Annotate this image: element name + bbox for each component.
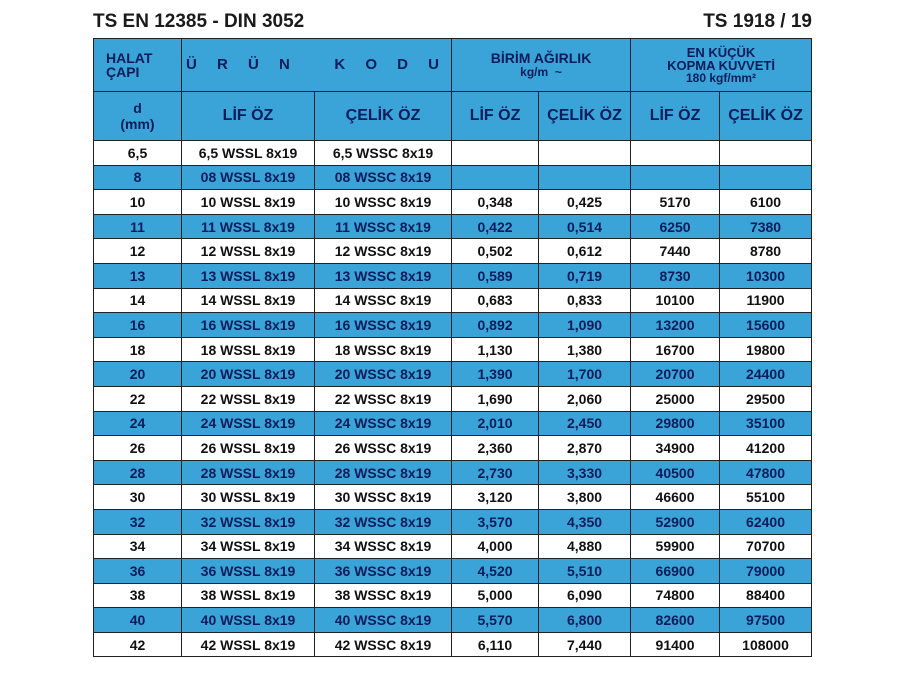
force-celik-cell: 15600 — [720, 313, 812, 338]
table-row — [94, 288, 812, 313]
lif-code-cell: 24 WSSL 8x19 — [182, 411, 315, 436]
standard-code: TS 1918 / 19 — [703, 11, 812, 32]
force-celik-cell: 7380 — [720, 214, 812, 239]
lif-code-cell: 08 WSSL 8x19 — [182, 165, 315, 190]
table-row — [94, 141, 812, 166]
celik-code-cell: 22 WSSC 8x19 — [315, 386, 452, 411]
diameter-cell: 28 — [94, 460, 182, 485]
celik-code-cell: 30 WSSC 8x19 — [315, 485, 452, 510]
weight-lif-cell: 1,130 — [452, 337, 539, 362]
diameter-cell: 16 — [94, 313, 182, 338]
weight-lif-cell: 4,000 — [452, 534, 539, 559]
force-lif-cell: 7440 — [631, 239, 720, 264]
diameter-cell: 24 — [94, 411, 182, 436]
weight-lif-cell: 1,390 — [452, 362, 539, 387]
rope-spec-table — [93, 38, 812, 657]
weight-lif-cell: 6,110 — [452, 632, 539, 657]
table-row — [94, 608, 812, 633]
weight-celik-cell: 1,380 — [539, 337, 631, 362]
table-row — [94, 214, 812, 239]
weight-celik-cell: 0,719 — [539, 263, 631, 288]
weight-celik-cell: 2,870 — [539, 436, 631, 461]
celik-code-cell: 32 WSSC 8x19 — [315, 509, 452, 534]
force-celik-cell: 79000 — [720, 559, 812, 584]
force-lif-cell: 25000 — [631, 386, 720, 411]
lif-code-cell: 40 WSSL 8x19 — [182, 608, 315, 633]
lif-code-cell: 14 WSSL 8x19 — [182, 288, 315, 313]
diameter-cell: 40 — [94, 608, 182, 633]
celik-code-cell: 18 WSSC 8x19 — [315, 337, 452, 362]
weight-lif-cell: 3,120 — [452, 485, 539, 510]
celik-code-cell: 26 WSSC 8x19 — [315, 436, 452, 461]
celik-code-cell: 13 WSSC 8x19 — [315, 263, 452, 288]
force-lif-cell — [631, 165, 720, 190]
header-kopma-line1: EN KÜÇÜK — [686, 44, 756, 60]
weight-lif-cell: 0,589 — [452, 263, 539, 288]
diameter-cell: 6,5 — [94, 141, 182, 166]
force-lif-cell: 8730 — [631, 263, 720, 288]
weight-lif-cell: 1,690 — [452, 386, 539, 411]
header-d: d — [133, 100, 142, 116]
weight-celik-cell: 0,833 — [539, 288, 631, 313]
table-row — [94, 386, 812, 411]
weight-lif-cell: 5,570 — [452, 608, 539, 633]
header-birim-agirlik-unit: kg/m ~ — [520, 65, 562, 79]
force-lif-cell: 91400 — [631, 632, 720, 657]
table-row — [94, 337, 812, 362]
header-kopma-unit: 180 kgf/mm² — [686, 70, 757, 85]
force-celik-cell: 19800 — [720, 337, 812, 362]
force-celik-cell: 6100 — [720, 190, 812, 215]
diameter-cell: 38 — [94, 583, 182, 608]
lif-code-cell: 28 WSSL 8x19 — [182, 460, 315, 485]
table-row — [94, 239, 812, 264]
force-celik-cell: 55100 — [720, 485, 812, 510]
table-row — [94, 411, 812, 436]
weight-celik-cell: 6,800 — [539, 608, 631, 633]
weight-celik-cell: 6,090 — [539, 583, 631, 608]
weight-celik-cell — [539, 165, 631, 190]
header-urun-kodu: Ü R Ü N K O D U — [182, 39, 452, 92]
force-lif-cell: 40500 — [631, 460, 720, 485]
lif-code-cell: 30 WSSL 8x19 — [182, 485, 315, 510]
diameter-cell: 32 — [94, 509, 182, 534]
force-celik-cell: 29500 — [720, 386, 812, 411]
lif-code-cell: 34 WSSL 8x19 — [182, 534, 315, 559]
header-birim-agirlik — [452, 39, 631, 92]
force-celik-cell: 41200 — [720, 436, 812, 461]
diameter-cell: 8 — [94, 165, 182, 190]
lif-code-cell: 12 WSSL 8x19 — [182, 239, 315, 264]
header-code-lif-oz: LİF ÖZ — [182, 92, 315, 141]
table-row — [94, 165, 812, 190]
force-celik-cell: 35100 — [720, 411, 812, 436]
weight-celik-cell: 4,880 — [539, 534, 631, 559]
force-lif-cell: 16700 — [631, 337, 720, 362]
lif-code-cell: 18 WSSL 8x19 — [182, 337, 315, 362]
force-lif-cell: 66900 — [631, 559, 720, 584]
force-celik-cell: 108000 — [720, 632, 812, 657]
force-celik-cell: 11900 — [720, 288, 812, 313]
weight-celik-cell — [539, 141, 631, 166]
weight-celik-cell: 0,514 — [539, 214, 631, 239]
celik-code-cell: 42 WSSC 8x19 — [315, 632, 452, 657]
celik-code-cell: 34 WSSC 8x19 — [315, 534, 452, 559]
weight-celik-cell: 7,440 — [539, 632, 631, 657]
diameter-cell: 12 — [94, 239, 182, 264]
celik-code-cell: 14 WSSC 8x19 — [315, 288, 452, 313]
celik-code-cell: 08 WSSC 8x19 — [315, 165, 452, 190]
lif-code-cell: 10 WSSL 8x19 — [182, 190, 315, 215]
celik-code-cell: 10 WSSC 8x19 — [315, 190, 452, 215]
force-lif-cell: 82600 — [631, 608, 720, 633]
force-lif-cell: 20700 — [631, 362, 720, 387]
weight-celik-cell: 3,800 — [539, 485, 631, 510]
header-mm: (mm) — [120, 116, 155, 132]
diameter-cell: 11 — [94, 214, 182, 239]
header-birim-agirlik-title: BİRİM AĞIRLIK — [490, 50, 592, 66]
table-row — [94, 583, 812, 608]
celik-code-cell: 24 WSSC 8x19 — [315, 411, 452, 436]
diameter-cell: 42 — [94, 632, 182, 657]
lif-code-cell: 13 WSSL 8x19 — [182, 263, 315, 288]
header-code-celik-oz: ÇELİK ÖZ — [315, 92, 452, 141]
diameter-cell: 36 — [94, 559, 182, 584]
force-celik-cell: 97500 — [720, 608, 812, 633]
lif-code-cell: 20 WSSL 8x19 — [182, 362, 315, 387]
diameter-cell: 30 — [94, 485, 182, 510]
diameter-cell: 26 — [94, 436, 182, 461]
diameter-cell: 34 — [94, 534, 182, 559]
table-row — [94, 559, 812, 584]
weight-lif-cell: 2,010 — [452, 411, 539, 436]
spec-table-wrapper — [93, 38, 811, 657]
lif-code-cell: 16 WSSL 8x19 — [182, 313, 315, 338]
force-lif-cell — [631, 141, 720, 166]
force-lif-cell: 52900 — [631, 509, 720, 534]
diameter-cell: 10 — [94, 190, 182, 215]
header-kopma-line2: KOPMA KUVVETİ — [667, 57, 775, 73]
lif-code-cell: 32 WSSL 8x19 — [182, 509, 315, 534]
force-celik-cell: 70700 — [720, 534, 812, 559]
celik-code-cell: 28 WSSC 8x19 — [315, 460, 452, 485]
celik-code-cell: 20 WSSC 8x19 — [315, 362, 452, 387]
weight-celik-cell: 2,450 — [539, 411, 631, 436]
weight-celik-cell: 2,060 — [539, 386, 631, 411]
force-celik-cell — [720, 141, 812, 166]
weight-lif-cell: 2,360 — [452, 436, 539, 461]
weight-celik-cell: 5,510 — [539, 559, 631, 584]
weight-celik-cell: 0,425 — [539, 190, 631, 215]
force-celik-cell: 62400 — [720, 509, 812, 534]
celik-code-cell: 36 WSSC 8x19 — [315, 559, 452, 584]
celik-code-cell: 12 WSSC 8x19 — [315, 239, 452, 264]
force-lif-cell: 74800 — [631, 583, 720, 608]
table-row — [94, 313, 812, 338]
force-lif-cell: 10100 — [631, 288, 720, 313]
weight-lif-cell: 0,502 — [452, 239, 539, 264]
lif-code-cell: 38 WSSL 8x19 — [182, 583, 315, 608]
weight-lif-cell — [452, 141, 539, 166]
diameter-cell: 20 — [94, 362, 182, 387]
weight-lif-cell: 4,520 — [452, 559, 539, 584]
weight-lif-cell: 0,683 — [452, 288, 539, 313]
header-weight-celik-oz: ÇELİK ÖZ — [539, 92, 631, 141]
force-celik-cell: 10300 — [720, 263, 812, 288]
weight-celik-cell: 0,612 — [539, 239, 631, 264]
weight-lif-cell: 0,422 — [452, 214, 539, 239]
table-row — [94, 190, 812, 215]
force-lif-cell: 13200 — [631, 313, 720, 338]
celik-code-cell: 16 WSSC 8x19 — [315, 313, 452, 338]
lif-code-cell: 22 WSSL 8x19 — [182, 386, 315, 411]
force-lif-cell: 46600 — [631, 485, 720, 510]
header-weight-lif-oz: LİF ÖZ — [452, 92, 539, 141]
weight-lif-cell: 2,730 — [452, 460, 539, 485]
weight-lif-cell — [452, 165, 539, 190]
force-lif-cell: 34900 — [631, 436, 720, 461]
force-celik-cell: 88400 — [720, 583, 812, 608]
lif-code-cell: 6,5 WSSL 8x19 — [182, 141, 315, 166]
header-kopma-kuvveti — [631, 39, 812, 92]
header-force-lif-oz: LİF ÖZ — [631, 92, 720, 141]
table-row — [94, 485, 812, 510]
table-row — [94, 632, 812, 657]
table-row — [94, 509, 812, 534]
lif-code-cell: 26 WSSL 8x19 — [182, 436, 315, 461]
weight-lif-cell: 3,570 — [452, 509, 539, 534]
standard-title: TS EN 12385 - DIN 3052 — [93, 11, 305, 32]
weight-lif-cell: 0,892 — [452, 313, 539, 338]
diameter-cell: 14 — [94, 288, 182, 313]
table-row — [94, 460, 812, 485]
lif-code-cell: 36 WSSL 8x19 — [182, 559, 315, 584]
table-row — [94, 534, 812, 559]
table-row — [94, 436, 812, 461]
lif-code-cell: 11 WSSL 8x19 — [182, 214, 315, 239]
table-body — [94, 141, 812, 657]
force-lif-cell: 6250 — [631, 214, 720, 239]
force-lif-cell: 29800 — [631, 411, 720, 436]
weight-lif-cell: 5,000 — [452, 583, 539, 608]
weight-lif-cell: 0,348 — [452, 190, 539, 215]
table-row — [94, 263, 812, 288]
weight-celik-cell: 1,700 — [539, 362, 631, 387]
celik-code-cell: 38 WSSC 8x19 — [315, 583, 452, 608]
celik-code-cell: 40 WSSC 8x19 — [315, 608, 452, 633]
diameter-cell: 13 — [94, 263, 182, 288]
force-celik-cell: 24400 — [720, 362, 812, 387]
diameter-cell: 18 — [94, 337, 182, 362]
header-halat-capi: HALAT ÇAPI — [94, 39, 182, 92]
force-celik-cell: 47800 — [720, 460, 812, 485]
diameter-cell: 22 — [94, 386, 182, 411]
celik-code-cell: 6,5 WSSC 8x19 — [315, 141, 452, 166]
celik-code-cell: 11 WSSC 8x19 — [315, 214, 452, 239]
force-lif-cell: 5170 — [631, 190, 720, 215]
force-celik-cell — [720, 165, 812, 190]
weight-celik-cell: 1,090 — [539, 313, 631, 338]
table-row — [94, 362, 812, 387]
header-d-mm — [94, 92, 182, 141]
header-force-celik-oz: ÇELİK ÖZ — [720, 92, 812, 141]
force-celik-cell: 8780 — [720, 239, 812, 264]
force-lif-cell: 59900 — [631, 534, 720, 559]
weight-celik-cell: 3,330 — [539, 460, 631, 485]
lif-code-cell: 42 WSSL 8x19 — [182, 632, 315, 657]
weight-celik-cell: 4,350 — [539, 509, 631, 534]
